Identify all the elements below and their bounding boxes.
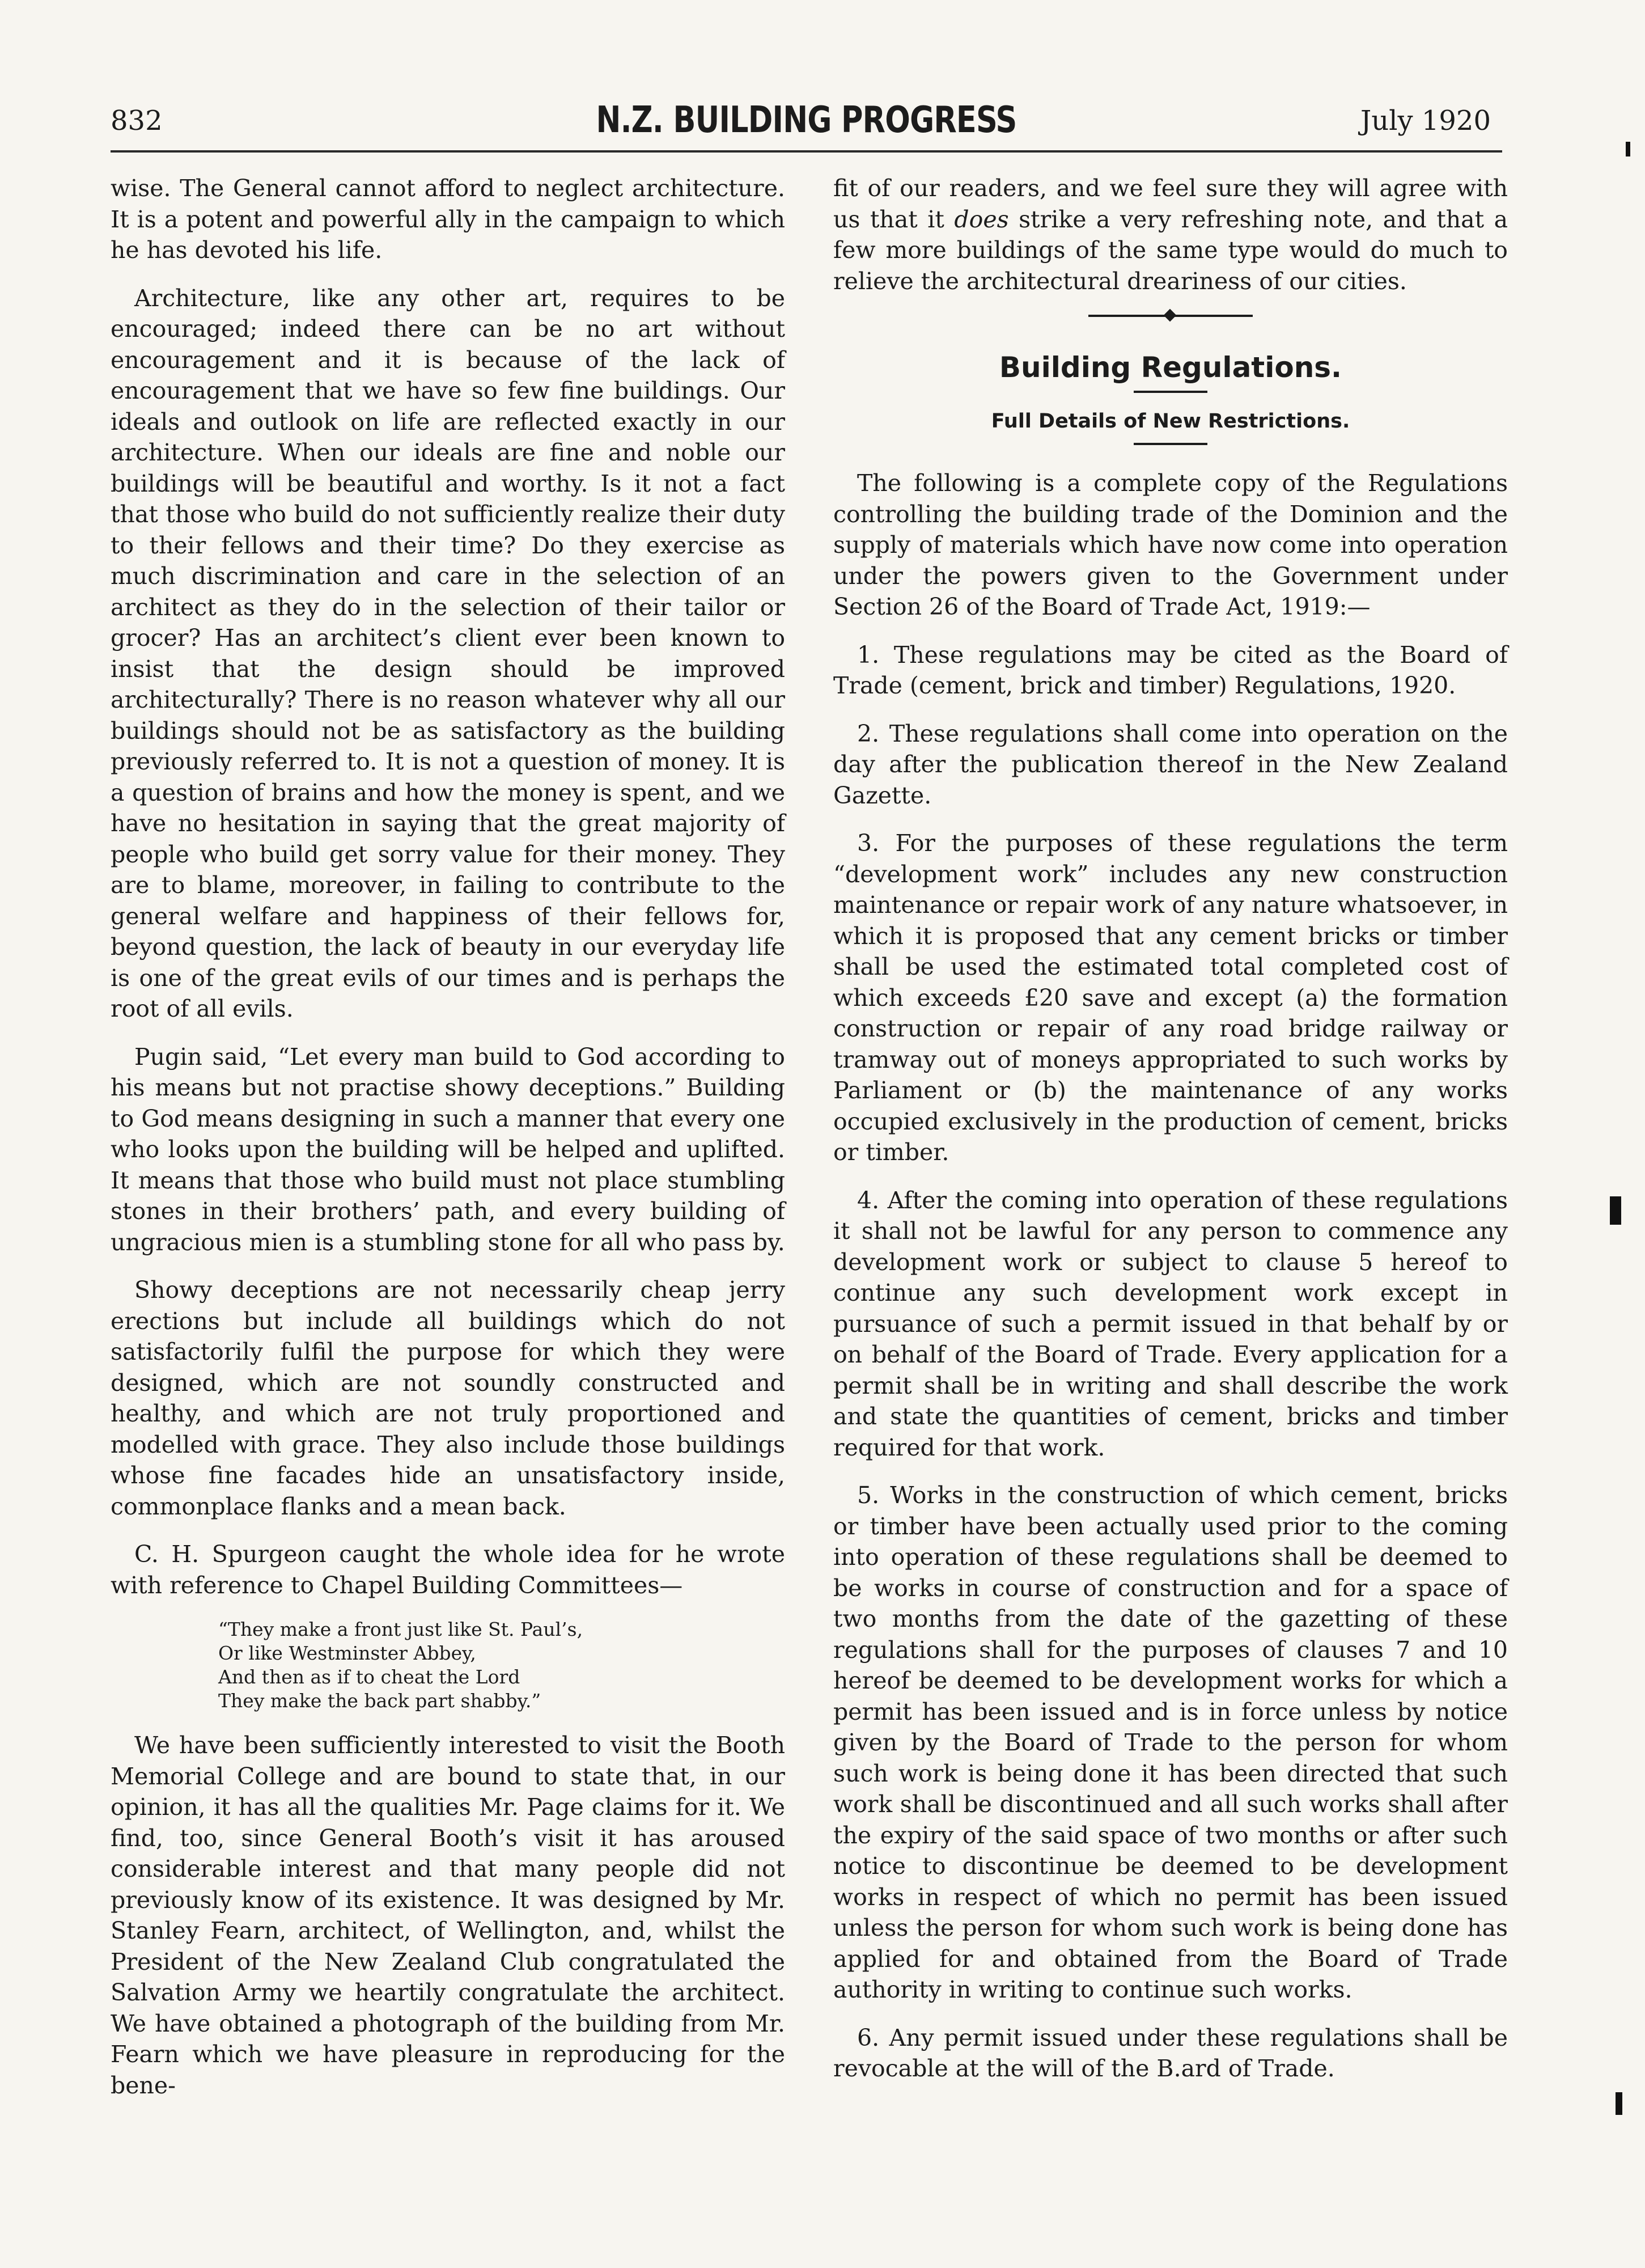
right-column	[833, 173, 1508, 2101]
page-header	[111, 99, 1502, 153]
scan-mark	[1616, 2092, 1622, 2115]
paragraph: The following is a complete copy of the Regulations controlling the building trade of the Dominion and the supply of materials which have now come into operation under the powers given to the Government under Section 26 of the Board of Trade Act, 1919:—	[833, 469, 1508, 620]
paragraph	[833, 173, 1508, 297]
text-run: fit of our readers, and we feel sure they will agree with us that it	[833, 175, 1508, 233]
verse-line: And then as if to cheat the Lord	[218, 1666, 520, 1688]
section-title: Building Regulations.	[999, 351, 1342, 384]
regulation-paragraph: 4. After the coming into operation of these regulations it shall not be lawful for any person to commence any development work or subject to clause 5 hereof to continue any such development work except in pursuance of such a permit issued in that behalf by or on behalf of the Board of Trade. Every application for a permit shall be in writing and shall describe the work and state the quantities of cement, bricks and timber required for that work.	[833, 1186, 1508, 1461]
section-divider-ornament	[1088, 314, 1253, 317]
verse-quote	[218, 1618, 785, 1713]
paragraph: We have been sufficiently interested to visit the Booth Memorial College and are bound to state that, in our opinion, it has all the qualities Mr. Page claims for it. We find, too, since General Booth’s visit it has aroused considerable interest and that many people did not previously know of its existence. It was designed by Mr. Stanley Fearn, architect, of Wellington, and, whilst the President of the New Zealand Club congratulated the Salvation Army we heartily congratulate the architect. We have obtained a photograph of the building from Mr. Fearn which we have pleasure in reproducing for the bene-	[111, 1732, 785, 2099]
regulation-paragraph: 3. For the purposes of these regulations the term “development work” includes any new construction maintenance or repair work of any nature whatsoever, in which it is proposed that any cement bricks or timber shall be used the estimated total completed cost of which exceeds £20 save and except (a) the formation construction or repair of any road bridge railway or tramway out of moneys appropriated to such works by Parliament or (b) the maintenance of any works occupied exclusively in the production of cement, bricks or timber.	[833, 830, 1508, 1166]
title-rule	[1134, 391, 1207, 393]
scan-mark	[1626, 142, 1630, 156]
section-subtitle: Full Details of New Restrictions.	[991, 410, 1350, 433]
paragraph: Pugin said, “Let every man build to God according to his means but not practise showy deceptions.” Building to God means designing in such a manner that every one who looks upon the building will be helped and uplifted. It means that those who build must not place stumbling stones in their brothers’ path, and every building of ungracious mien is a stumbling stone for all who pass by.	[111, 1043, 785, 1256]
paragraph: Architecture, like any other art, requires to be encouraged; indeed there can be no art without encouragement and it is because of the lack of encouragement that we have so few fine buildings. Our ideals and outlook on life are reflected exactly in our architecture. When our ideals are fine and noble our buildings will be beautiful and worthy. Is it not a fact that those who build do not sufficiently realize their duty to their fellows and their time? Do they exercise as much discrimination and care in the selection of an architect as they do in the selection of their tailor or grocer? Has an architect’s client ever been known to insist that the design should be improved architecturally? There is no reason whatever why all our buildings should not be as satisfactory as the building previously referred to. It is not a question of money. It is a question of brains and how the money is spent, and we have no hesitation in saying that the great majority of people who build get sorry value for their money. They are to blame, moreover, in failing to contribute to the general welfare and happiness of their fellows for, beyond question, the lack of beauty in our everyday life is one of the great evils of our times and is perhaps the root of all evils.	[111, 284, 785, 1022]
subtitle-rule	[1134, 443, 1207, 445]
emphasis-text: does	[954, 205, 1009, 233]
left-column	[111, 173, 785, 2118]
verse-line: “They make a front just like St. Paul’s,	[218, 1618, 583, 1640]
issue-date: July 1920	[1360, 105, 1491, 137]
journal-title: N.Z. BUILDING PROGRESS	[596, 99, 1017, 141]
scan-mark	[1610, 1196, 1621, 1225]
regulation-paragraph: 1. These regulations may be cited as the Board of Trade (cement, brick and timber) Regulations, 1920.	[833, 641, 1508, 699]
regulation-paragraph: 6. Any permit issued under these regulations shall be revocable at the will of the B.ard of Trade.	[833, 2024, 1508, 2082]
text-run: strike a very refreshing note, and that a few more buildings of the same type would do much to relieve the architectural dreariness of our cities.	[833, 205, 1508, 295]
paragraph: C. H. Spurgeon caught the whole idea for he wrote with reference to Chapel Building Committees—	[111, 1541, 785, 1599]
regulation-paragraph: 2. These regulations shall come into operation on the day after the publication thereof in the New Zealand Gazette.	[833, 720, 1508, 809]
diamond-icon	[1164, 309, 1177, 322]
regulation-paragraph: 5. Works in the construction of which cement, bricks or timber have been actually used prior to the coming into operation of these regulations shall be deemed to be works in course of construction and for a space of two months from the date of the gazetting of these regulations shall for the purposes of clauses 7 and 10 hereof be deemed to be development works for which a permit has been issued and is in force unless by notice given by the Board of Trade to the person for whom such work is being done it has been directed that such work shall be discontinued and all such works shall after the expiry of the said space of two months or after such notice to discontinue be deemed to be development works in respect of which no permit has been issued unless the person for whom such work is being done has applied for and obtained from the Board of Trade authority in writing to continue such works.	[833, 1482, 1508, 2003]
verse-line: Or like Westminster Abbey,	[218, 1642, 476, 1664]
paragraph: Showy deceptions are not necessarily cheap jerry erections but include all buildings which do not satisfactorily fulfil the purpose for which they were designed, which are not soundly constructed and healthy, and which are not truly proportioned and modelled with grace. They also include those buildings whose fine facades hide an unsatisfactory inside, commonplace flanks and a mean back.	[111, 1276, 785, 1520]
page-number: 832	[111, 105, 163, 137]
paragraph: wise. The General cannot afford to neglect architecture. It is a potent and powerful ally in the campaign to which he has devoted his life.	[111, 175, 785, 264]
verse-line: They make the back part shabby.”	[218, 1690, 541, 1712]
